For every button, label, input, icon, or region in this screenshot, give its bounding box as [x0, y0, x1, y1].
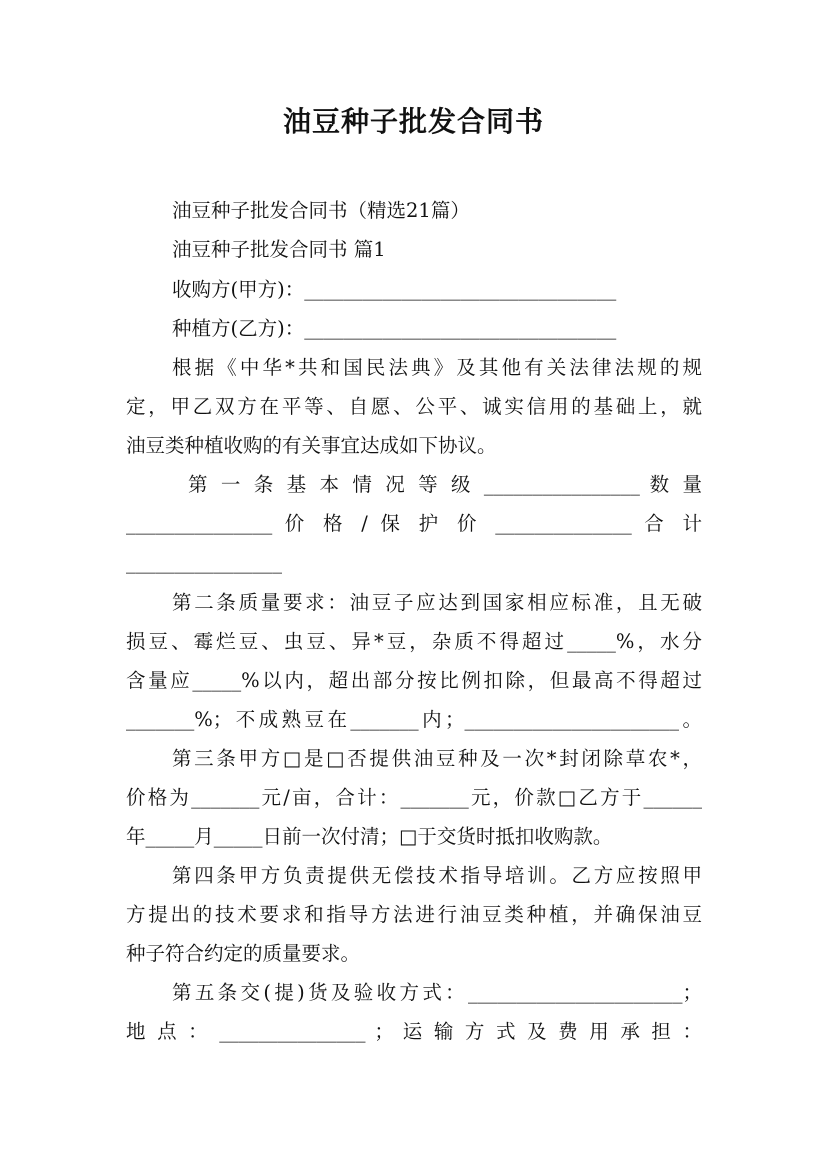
article-3-line: 价格为_______元/亩，合计：_______元，价款□乙方于______ [126, 786, 702, 809]
article-1-line: _______________ 价 格 / 保 护 价 ______________ 合 计 [126, 512, 702, 535]
paragraph-line: 油豆类种植收购的有关事宜达成如下协议。 [126, 434, 497, 457]
article-5-line: 地 点 ： _______________ ； 运 输 方 式 及 费 用 承 担 ： [126, 1020, 702, 1043]
document-title: 油豆种子批发合同书 [282, 105, 544, 138]
article-2-line: 损豆、霉烂豆、虫豆、异*豆，杂质不得超过_____%，水分 [126, 630, 702, 653]
paragraph-line: 根据《中华*共和国民法典》及其他有关法律法规的规 [172, 356, 702, 379]
article-1-line: 第 一 条 基 本 情 况 等 级 ________________ 数 量 [188, 473, 702, 496]
article-4-line: 第四条甲方负责提供无偿技术指导培训。乙方应按照甲 [172, 864, 702, 887]
article-2-line: _______%；不成熟豆在_______内；______________________。 [126, 708, 702, 731]
article-2-line: 第二条质量要求：油豆子应达到国家相应标准，且无破 [172, 591, 702, 614]
article-3-line: 第三条甲方□是□否提供油豆种及一次*封闭除草农*， [172, 747, 702, 770]
subtitle-line: 油豆种子批发合同书（精选21篇） [172, 199, 470, 222]
article-1-line: ________________ [126, 551, 282, 574]
article-4-line: 种子符合约定的质量要求。 [126, 942, 361, 965]
article-4-line: 方提出的技术要求和指导方法进行油豆类种植，并确保油豆 [126, 903, 702, 926]
article-2-line: 含量应_____%以内，超出部分按比例扣除，但最高不得超过 [126, 669, 702, 692]
paragraph-line: 定，甲乙双方在平等、自愿、公平、诚实信用的基础上，就 [126, 395, 702, 418]
article-3-line: 年_____月_____日前一次付清；□于交货时抵扣收购款。 [126, 825, 613, 848]
grower-party-line: 种植方(乙方)：________________________________ [172, 317, 617, 340]
buyer-party-line: 收购方(甲方)：________________________________ [172, 278, 617, 301]
chapter-heading: 油豆种子批发合同书 篇1 [172, 238, 386, 261]
article-5-line: 第五条交(提)货及验收方式：______________________； [172, 981, 702, 1004]
